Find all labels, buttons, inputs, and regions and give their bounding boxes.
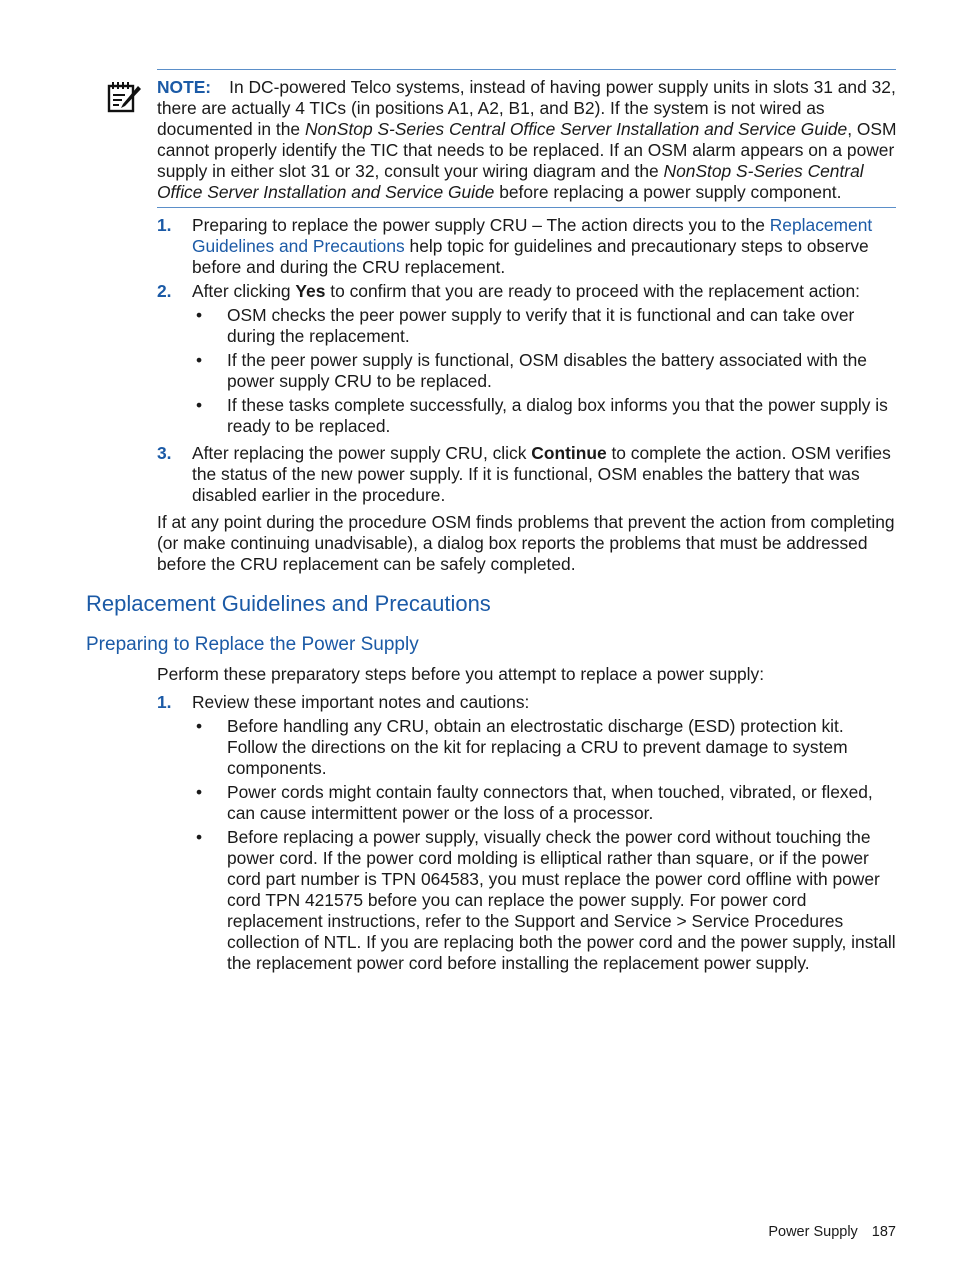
step-text: Review these important notes and cautions: <box>192 692 530 712</box>
step-3-text-part2: to complete the action. OSM verifies the status of the new power supply. If it is functional, OSM enables the battery that was disabled earlier in the procedure. <box>192 443 891 505</box>
step-1 <box>157 215 897 278</box>
step-text <box>192 281 897 302</box>
step-2-bullets <box>192 305 897 437</box>
subsection-heading: Preparing to Replace the Power Supply <box>86 634 419 655</box>
note-text-part3: before replacing a power supply component. <box>494 182 842 202</box>
footer-section: Power Supply <box>768 1224 858 1240</box>
list-item: • OSM checks the peer power supply to verify that it is functional and can take over during the replacement. <box>192 305 897 347</box>
step-2-text-part1: After clicking <box>192 281 296 301</box>
step-3 <box>157 443 897 506</box>
yes-label: Yes <box>295 281 326 301</box>
page-number: 187 <box>871 1224 896 1240</box>
intro-paragraph: Perform these preparatory steps before you attempt to replace a power supply: <box>157 664 765 684</box>
note-guide-title-1: NonStop S-Series Central Office Server Installation and Service Guide <box>304 119 848 139</box>
prep-step-1 <box>157 692 897 977</box>
step-text <box>192 215 897 278</box>
list-item: • If the peer power supply is functional, OSM disables the battery associated with the power supply CRU to be replaced. <box>192 350 897 392</box>
page-footer <box>768 1222 896 1243</box>
note-pencil-icon <box>107 80 141 114</box>
step-number: 1. <box>157 692 172 712</box>
note-bottom-rule <box>157 207 896 208</box>
step-1-text-part2: help topic for guidelines and precautionary steps to observe before and during the CRU replacement. <box>192 236 869 277</box>
note-text-part2: , OSM cannot properly identify the TIC that needs to be replaced. If an OSM alarm appears on a power supply in either slot 31 or 32, consult your wiring diagram and the <box>157 119 897 181</box>
continue-label: Continue <box>531 443 607 463</box>
note-guide-title-2: NonStop S-Series Central Office Server Installation and Service Guide <box>157 161 864 202</box>
note-text-part1: In DC-powered Telco systems, instead of having power supply units in slots 31 and 32, there are actually 4 TICs (in positions A1, A2, B1, and B2). If the system is not wired as documented in the <box>157 77 896 139</box>
note-label: NOTE: <box>157 77 212 97</box>
note-top-rule <box>157 69 896 70</box>
step-number: 2. <box>157 281 172 301</box>
replacement-guidelines-link[interactable]: Replacement Guidelines and Precautions <box>192 215 873 256</box>
prep-step-bullets <box>192 716 897 974</box>
list-item: • Before replacing a power supply, visually check the power cord without touching the power cord. If the power cord molding is elliptical rather than square, or if the power cord part number is TPN 064583, you must replace the power cord offline with power cord TPN 421575 before you can replace the power supply. For power cord replacement instructions, refer to the Support and Service > Service Procedures collection of NTL. If you are replacing both the power cord and the power supply, install the replacement power cord before installing the replacement power supply. <box>192 827 897 974</box>
list-item: • Power cords might contain faulty connectors that, when touched, vibrated, or flexed, can cause intermittent power or the loss of a processor. <box>192 782 897 824</box>
list-item: • If these tasks complete successfully, a dialog box informs you that the power supply is ready to be replaced. <box>192 395 897 437</box>
step-1-text-part1: Preparing to replace the power supply CRU – The action directs you to the <box>192 215 770 235</box>
section-heading: Replacement Guidelines and Precautions <box>86 591 491 616</box>
step-2-text-part2: to confirm that you are ready to proceed with the replacement action: <box>325 281 860 301</box>
step-number: 1. <box>157 215 172 235</box>
note-text <box>157 77 897 203</box>
step-2 <box>157 281 897 440</box>
step-3-text-part1: After replacing the power supply CRU, click <box>192 443 532 463</box>
list-item: • Before handling any CRU, obtain an electrostatic discharge (ESD) protection kit. Follow the directions on the kit for replacing a CRU to prevent damage to system components. <box>192 716 897 779</box>
step-number: 3. <box>157 443 172 463</box>
closing-paragraph: If at any point during the procedure OSM finds problems that prevent the action from completing (or make continuing unadvisable), a dialog box reports the problems that must be addressed before the CRU replacement can be safely completed. <box>157 512 895 574</box>
step-text <box>192 443 897 506</box>
